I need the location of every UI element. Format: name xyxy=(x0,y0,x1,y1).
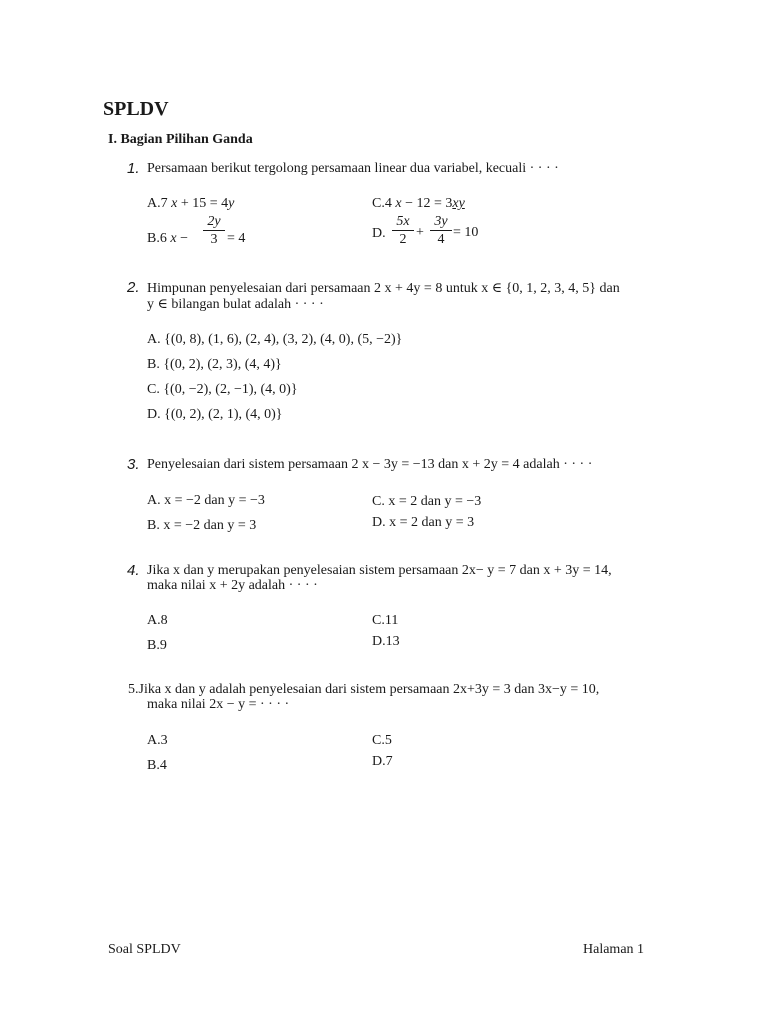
question-1-option-b-fraction: $\frac{2y}{3}$ xyxy=(203,213,225,248)
section-heading: I. Bagian Pilihan Ganda xyxy=(108,132,253,147)
question-2-option-c: C. {(0, −2), (2, −1), (4, 0)} xyxy=(147,382,298,397)
question-5-option-b: B.4 xyxy=(147,758,167,773)
question-1-option-d-plus: + xyxy=(416,225,424,240)
question-2-option-d: D. {(0, 2), (2, 1), (4, 0)} xyxy=(147,407,283,422)
question-2-number: 2. xyxy=(127,279,140,296)
question-4-option-c: C.11 xyxy=(372,613,399,628)
question-5-option-d: D.7 xyxy=(372,754,393,769)
question-1-option-a: A.7 x + 15 = 4y xyxy=(147,196,235,211)
question-4-option-d: D.13 xyxy=(372,634,400,649)
question-2-text-line-1: Himpunan penyelesaian dari persamaan 2 x + 4y = 8 untuk x ∈ {0, 1, 2, 3, 4, 5} dan xyxy=(147,281,620,296)
question-1-text: Persamaan berikut tergolong persamaan linear dua variabel, kecuali · · · · xyxy=(147,161,559,176)
question-3-option-a: A. x = −2 dan y = −3 xyxy=(147,493,265,508)
footer-page-number: Halaman 1 xyxy=(583,942,645,957)
question-1-option-c: C.4 x − 12 = 3xy xyxy=(372,196,465,211)
question-5-option-c: C.5 xyxy=(372,733,392,748)
question-1-option-d-fraction-1: $\frac{5x}{2}$ xyxy=(392,213,414,248)
question-1-option-d-fraction-2: $\frac{3y}{4}$ xyxy=(430,213,452,248)
question-1-number: 1. xyxy=(127,160,140,177)
question-3-option-d: D. x = 2 dan y = 3 xyxy=(372,515,475,530)
question-1-option-d-equals: = 10 xyxy=(453,225,479,240)
question-5-option-a: A.3 xyxy=(147,733,168,748)
question-4-text-line-2: maka nilai x + 2y adalah · · · · xyxy=(147,578,318,593)
question-1-option-b-equals: = 4 xyxy=(227,231,246,246)
question-2-text-line-2: y ∈ bilangan bulat adalah · · · · xyxy=(147,297,324,312)
question-4-option-a: A.8 xyxy=(147,613,168,628)
question-5-text-line-2: maka nilai 2x − y = · · · · xyxy=(147,697,290,712)
question-2-option-a: A. {(0, 8), (1, 6), (2, 4), (3, 2), (4, 0), (5, −2)} xyxy=(147,332,403,347)
question-3-option-b: B. x = −2 dan y = 3 xyxy=(147,518,257,533)
question-5-text-line-1: 5.Jika x dan y adalah penyelesaian dari sistem persamaan 2x+3y = 3 dan 3x−y = 10, xyxy=(128,682,600,697)
footer-left: Soal SPLDV xyxy=(108,942,181,957)
question-3-number: 3. xyxy=(127,456,140,473)
question-2-option-b: B. {(0, 2), (2, 3), (4, 4)} xyxy=(147,357,282,372)
question-4-option-b: B.9 xyxy=(147,638,167,653)
question-1-option-d-label: D. xyxy=(372,226,386,241)
question-3-option-c: C. x = 2 dan y = −3 xyxy=(372,494,482,509)
question-4-text-line-1: Jika x dan y merupakan penyelesaian sistem persamaan 2x− y = 7 dan x + 3y = 14, xyxy=(147,563,612,578)
question-4-number: 4. xyxy=(127,562,140,579)
page-title: SPLDV xyxy=(103,98,169,120)
question-1-option-b: B.6 x − xyxy=(147,231,188,246)
question-3-text: Penyelesaian dari sistem persamaan 2 x − 3y = −13 dan x + 2y = 4 adalah · · · · xyxy=(147,457,593,472)
